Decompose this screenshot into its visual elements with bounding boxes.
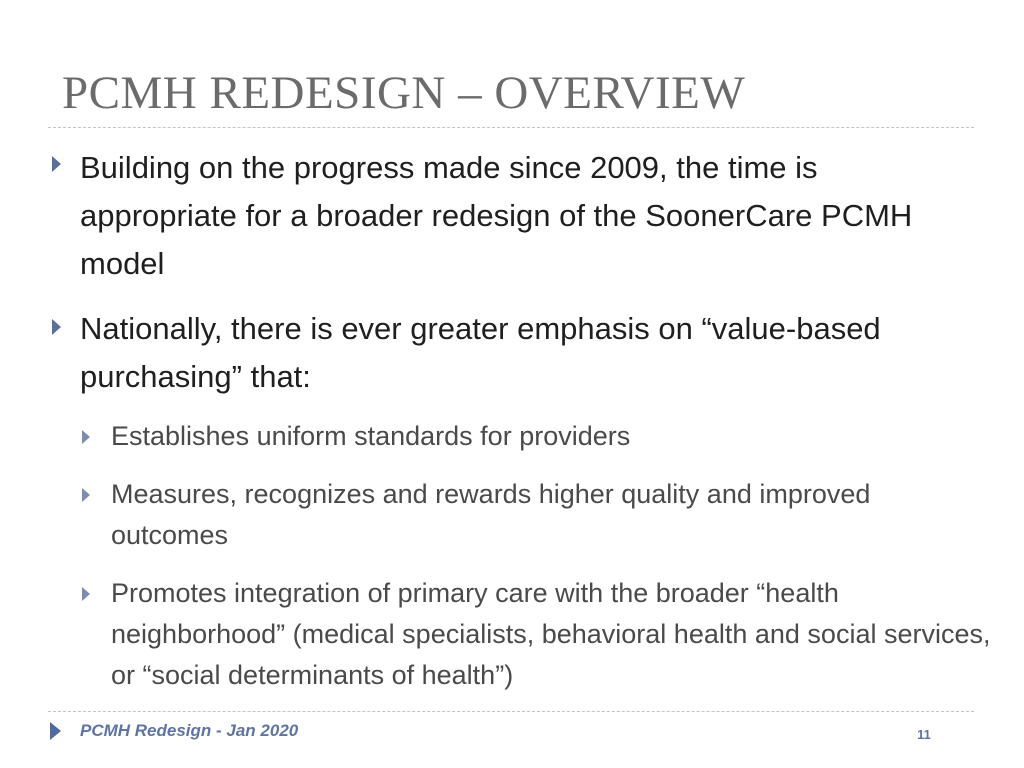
sub-bullet-item: Establishes uniform standards for providers [111,421,631,451]
footer-divider [48,711,974,712]
footer-text: PCMH Redesign - Jan 2020 [80,721,299,740]
sub-bullet-item: Measures, recognizes and rewards higher quality and improved outcomes [111,479,871,550]
sub-bullet-arrow-icon [82,587,90,601]
bullet-arrow-icon [52,319,61,335]
sub-bullet-arrow-icon [82,430,90,444]
footer-arrow-icon [50,722,61,740]
page-number: 11 [917,727,931,742]
bullet-item: Nationally, there is ever greater emphasis on “value-based purchasing” that: [80,311,881,394]
sub-bullet-arrow-icon [82,488,90,502]
bullet-arrow-icon [52,156,61,172]
title-divider [48,127,974,128]
sub-bullet-item: Promotes integration of primary care with the broader “health neighborhood” (medical specialists, behavioral health and social services, or “social determinants of health”) [111,578,991,690]
bullet-item: Building on the progress made since 2009, the time is appropriate for a broader redesign of the SoonerCare PCMH model [80,150,913,281]
slide-title: PCMH REDESIGN – OVERVIEW [62,67,746,119]
